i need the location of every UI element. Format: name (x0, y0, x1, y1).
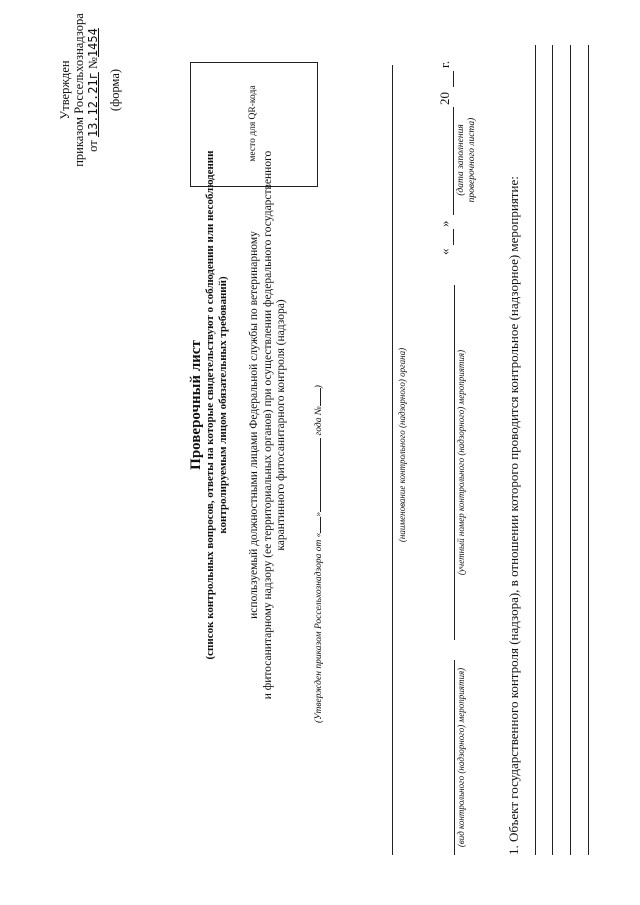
account-number-line (454, 285, 455, 640)
account-number-caption: (учетный номер контрольного (надзорного) мероприятия) (456, 349, 466, 576)
section-1-heading: 1. Объект государственного контроля (надзора), в отношении которого проводится контрольное (надзорное) мероприятие: (506, 176, 521, 855)
page-title: Проверочный лист (188, 340, 204, 470)
approval-line2: приказом Россельхознадзора (72, 13, 86, 167)
approved-by-line: (Утвержден приказом Россельхознадзора от «» года №) (314, 385, 324, 723)
control-body-caption: (наименование контрольного (надзорного) органа) (397, 347, 407, 543)
section-1-line-1 (535, 45, 536, 855)
fill-date-field: « » 20 г. (437, 60, 452, 255)
approval-number: 1454 (86, 28, 100, 58)
fill-date-caption: (дата заполнения проверочного листа) (456, 117, 477, 203)
title-subtitle: (список контрольных вопросов, ответы на которые свидетельствуют о соблюдении или несоблюдении контролируемым лицом обязательных требований) (204, 150, 229, 660)
event-type-caption: (вид контрольного (надзорного) мероприятия) (456, 667, 466, 848)
approval-line1: Утвержден (58, 60, 72, 120)
checklist-description: используемый должностными лицами Федеральной службы по ветеринарному и фитосанитарному надзору (ее территориальных органов) при осуществлении федерального государственного карантинного фитосанитарного контроля (надзора) (248, 150, 287, 700)
approval-block (58, 10, 122, 170)
approval-date: 13.12.21г (86, 72, 100, 138)
control-body-line (392, 65, 393, 855)
section-1-line-3 (570, 45, 571, 855)
form-label: (форма) (108, 68, 122, 112)
approval-date-line: от 13.12.21г №1454 (86, 28, 100, 152)
qr-code-label: место для QR-кода (248, 85, 258, 162)
section-1-line-2 (552, 45, 553, 855)
section-1-line-4 (588, 45, 589, 855)
event-type-line (454, 660, 455, 855)
